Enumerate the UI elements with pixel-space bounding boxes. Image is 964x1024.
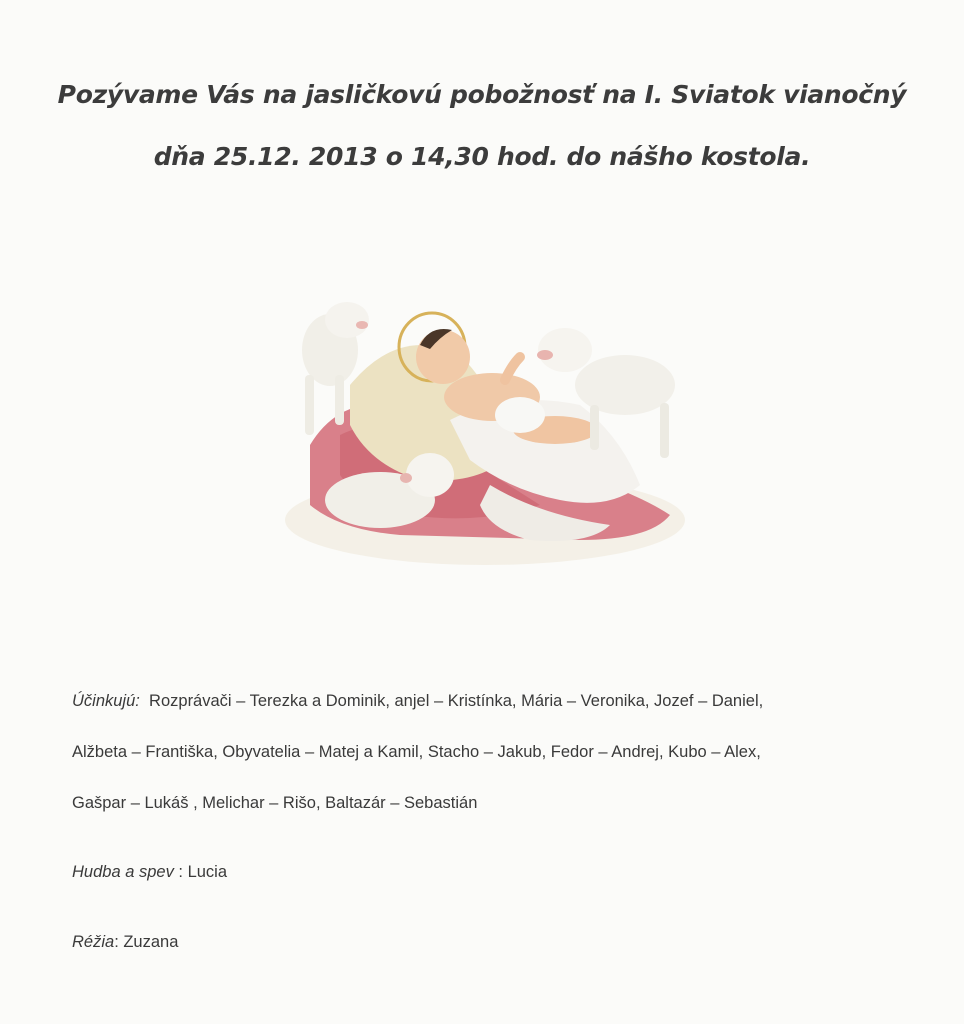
nativity-illustration xyxy=(280,285,690,575)
music-value: : Lucia xyxy=(173,863,228,881)
cast-text-1: Rozprávači – Terezka a Dominik, anjel – Kristínka, Mária – Veronika, Jozef – Daniel, xyxy=(149,692,764,710)
cast-line-3: Gašpar – Lukáš , Melichar – Rišo, Baltazár – Sebastián xyxy=(72,794,478,812)
cast-line-2: Alžbeta – Františka, Obyvatelia – Matej a Kamil, Stacho – Jakub, Fedor – Andrej, Kubo – Alex, xyxy=(72,743,761,761)
music-label: Hudba a spev xyxy=(72,863,174,881)
invitation-line-2: dňa 25.12. 2013 o 14,30 hod. do nášho kostola. xyxy=(153,142,811,171)
direction-line xyxy=(72,933,932,952)
cast-line-1 xyxy=(72,692,932,711)
direction-label: Réžia xyxy=(72,933,115,951)
invitation-line-1: Pozývame Vás na jasličkovú pobožnosť na I. Sviatok vianočný xyxy=(57,80,907,109)
cast-label: Účinkujú: xyxy=(72,692,140,710)
direction-value: : Zuzana xyxy=(114,933,179,951)
music-line xyxy=(72,863,932,882)
